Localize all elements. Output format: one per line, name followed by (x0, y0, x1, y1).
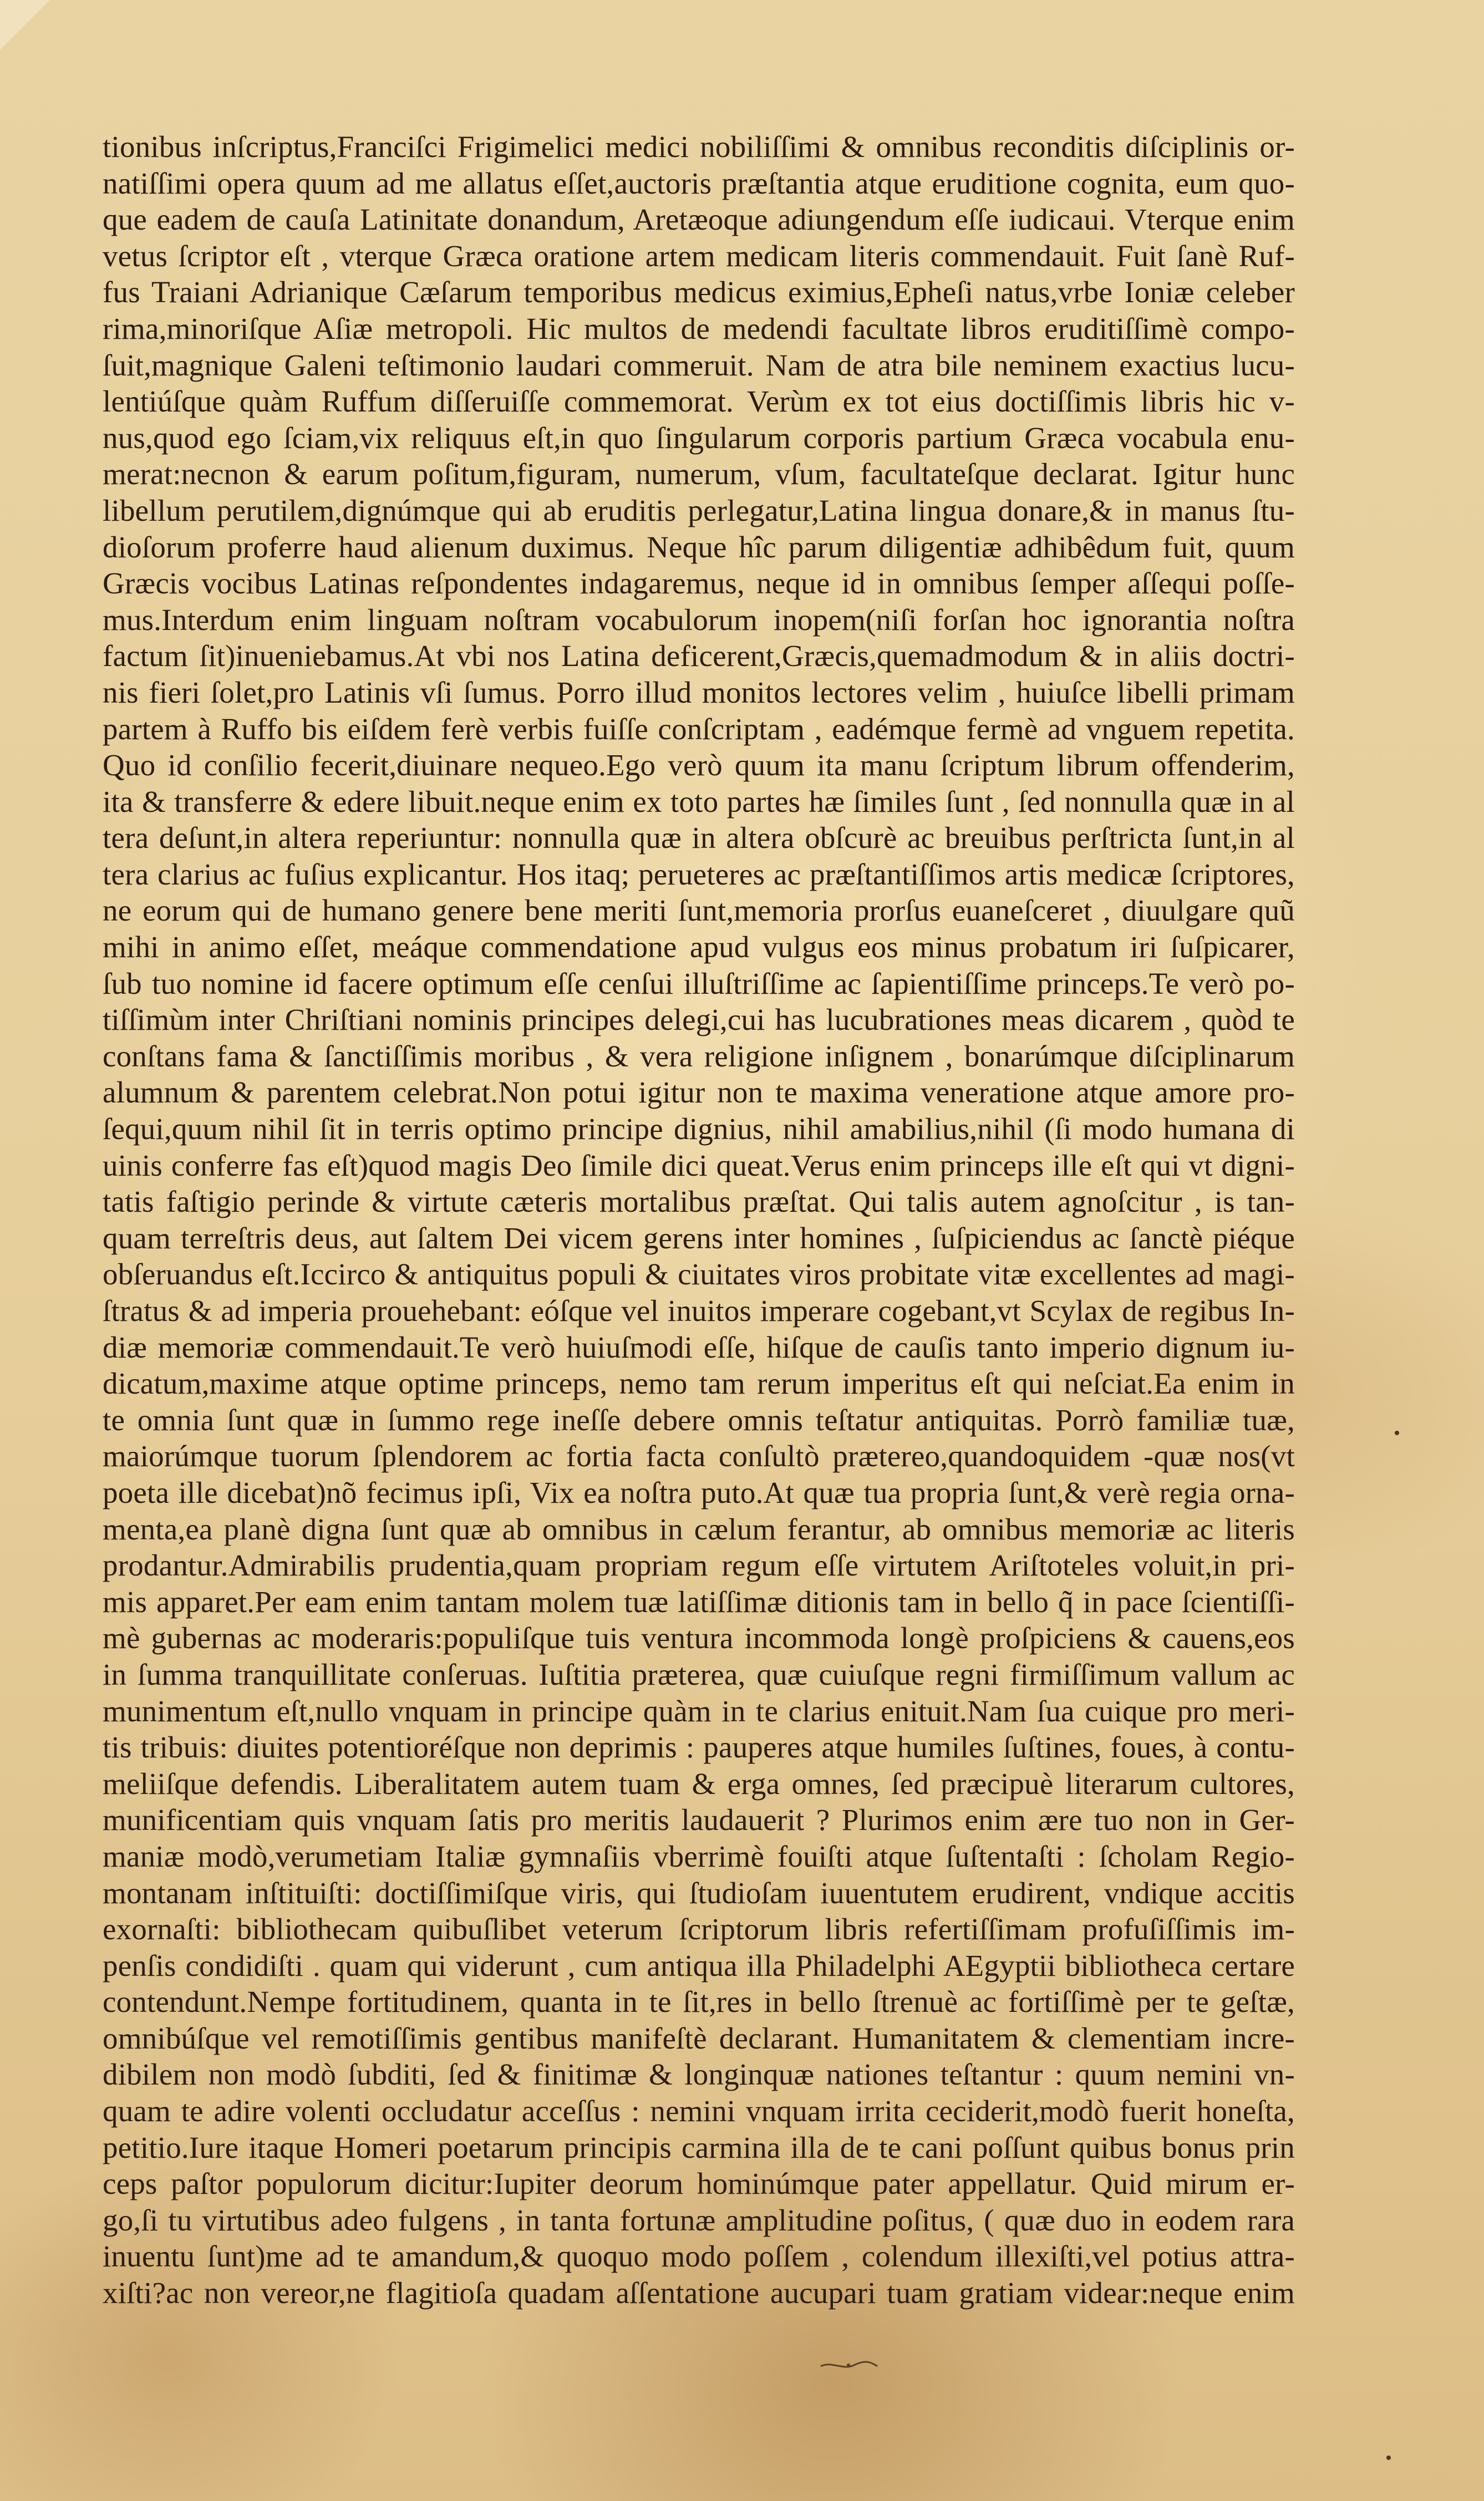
margin-mark (1395, 1431, 1399, 1435)
text-line: te omnia ſunt quæ in ſummo rege ineſſe debere omnis teſtatur antiquitas. Porrò familiæ tuæ, (103, 1402, 1295, 1437)
text-line: munificentiam quis vnquam ſatis pro meritis laudauerit ? Plurimos enim ære tuo non in Ger- (103, 1803, 1295, 1837)
text-line: ſequi,quum nihil ſit in terris optimo principe dignius, nihil amabilius,nihil (ſi modo humana di (103, 1112, 1295, 1146)
text-line: quam te adire volenti occludatur acceſſus : nemini vnquam irrita ceciderit,modò fuerit honeſta, (103, 2094, 1295, 2128)
text-line: tera clarius ac fuſius explicantur. Hos itaq; perueteres ac præſtantiſſimos artis medicæ ſcriptores, (103, 857, 1295, 891)
text-line: libellum perutilem,dignúmque qui ab eruditis perlegatur,Latina lingua donare,& in manus ſtu- (103, 493, 1295, 527)
text-line: tionibus inſcriptus,Franciſci Frigimelici medici nobiliſſimi & omnibus reconditis diſciplinis or- (103, 130, 1295, 164)
text-line: dibilem non modò ſubditi, ſed & finitimæ & longinquæ nationes teſtantur : quum nemini vn- (103, 2057, 1295, 2092)
text-line: mihi in animo eſſet, meáque commendatione apud vulgus eos minus probatum iri ſuſpicarer, (103, 930, 1295, 964)
text-line: maiorúmque tuorum ſplendorem ac fortia facta conſultò prætereo,quandoquidem -quæ nos(vt (103, 1439, 1295, 1473)
text-line: contendunt.Nempe fortitudinem, quanta in te ſit,res in bello ſtrenuè ac fortiſſimè per te geſtæ, (103, 1985, 1295, 2019)
printer-ornament-mark (815, 2354, 882, 2376)
text-line: Quo id conſilio fecerit,diuinare nequeo.Ego verò quum ita manu ſcriptum librum offenderim, (103, 748, 1295, 782)
text-line: mis apparet.Per eam enim tantam molem tuæ latiſſimæ ditionis tam in bello q̃ in pace ſcientiſſi- (103, 1584, 1295, 1619)
text-line: rima,minoriſque Aſiæ metropoli. Hic multos de medendi facultate libros eruditiſſimè compo- (103, 311, 1295, 345)
text-line: lentiúſque quàm Ruffum diſſeruiſſe commemorat. Verùm ex tot eius doctiſſimis libris hic v- (103, 384, 1295, 419)
page-corner-fold (0, 0, 50, 50)
text-line: omnibúſque vel remotiſſimis gentibus manifeſtè declarant. Humanitatem & clementiam incre- (103, 2021, 1295, 2055)
text-line: meliiſque defendis. Liberalitatem autem tuam & erga omnes, ſed præcipuè literarum cultores, (103, 1766, 1295, 1801)
text-line: factum ſit)inueniebamus.At vbi nos Latina deficerent,Græcis,quemadmodum & in aliis doctri- (103, 639, 1295, 673)
text-line: tis tribuis: diuites potentioréſque non deprimis : pauperes atque humiles ſuſtines, foues, à contu- (103, 1730, 1295, 1765)
text-line: nus,quod ego ſciam,vix reliquus eſt,in quo ſingularum corporis partium Græca vocabula enu- (103, 420, 1295, 455)
text-line: mus.Interdum enim linguam noſtram vocabulorum inopem(niſi forſan hoc ignorantia noſtra (103, 602, 1295, 637)
text-line: maniæ modò,verumetiam Italiæ gymnaſiis vberrimè fouiſti atque ſuſtentaſti : ſcholam Regio- (103, 1839, 1295, 1873)
text-line: mè gubernas ac moderaris:populiſque tuis ventura incommoda longè proſpiciens & cauens,eos (103, 1621, 1295, 1655)
text-line: fus Traiani Adrianique Cæſarum temporibus medicus eximius,Epheſi natus,vrbe Ioniæ celeber (103, 275, 1295, 309)
text-line: merat:necnon & earum poſitum,figuram, numerum, vſum, facultateſque declarat. Igitur hunc (103, 457, 1295, 491)
text-line: ſuit,magnique Galeni teſtimonio laudari commeruit. Nam de atra bile neminem exactius lucu- (103, 348, 1295, 382)
text-line: que eadem de cauſa Latinitate donandum, Aretæoque adiungendum eſſe iudicaui. Vterque enim (103, 202, 1295, 237)
text-line: obſeruandus eſt.Iccirco & antiquitus populi & ciuitates viros probitate vitæ excellentes ad magi- (103, 1257, 1295, 1292)
text-line: ſtratus & ad imperia prouehebant: eóſque vel inuitos imperare cogebant,vt Scylax de regibus In- (103, 1294, 1295, 1328)
text-line: vetus ſcriptor eſt , vterque Græca oratione artem medicam literis commendauit. Fuit ſanè Ruf- (103, 238, 1295, 273)
text-line: ne eorum qui de humano genere bene meriti ſunt,memoria prorſus euaneſceret , diuulgare quũ (103, 893, 1295, 928)
text-line: nis fieri ſolet,pro Latinis vſi ſumus. Porro illud monitos lectores velim , huiuſce libelli primam (103, 675, 1295, 709)
text-line: penſis condidiſti . quam qui viderunt , cum antiqua illa Philadelphi AEgyptii bibliotheca certare (103, 1948, 1295, 1982)
text-line: munimentum eſt,nullo vnquam in principe quàm in te clarius enituit.Nam ſua cuique pro meri- (103, 1694, 1295, 1728)
text-line: ita & transferre & edere libuit.neque enim ex toto partes hæ ſimiles ſunt , ſed nonnulla quæ in al (103, 784, 1295, 819)
text-line: menta,ea planè digna ſunt quæ ab omnibus in cælum ferantur, ab omnibus memoriæ ac literis (103, 1512, 1295, 1546)
text-line: ceps paſtor populorum dicitur:Iupiter deorum hominúmque pater appellatur. Quid mirum er- (103, 2167, 1295, 2201)
text-line: poeta ille dicebat)nõ fecimus ipſi, Vix ea noſtra puto.At quæ tua propria ſunt,& verè regia orna- (103, 1475, 1295, 1509)
text-line: natiſſimi opera quum ad me allatus eſſet,auctoris præſtantia atque eruditione cognita, eum quo- (103, 166, 1295, 200)
text-line: quam terreſtris deus, aut ſaltem Dei vicem gerens inter homines , ſuſpiciendus ac ſanctè piéque (103, 1221, 1295, 1255)
text-line: tera deſunt,in altera reperiuntur: nonnulla quæ in altera obſcurè ac breuibus perſtricta ſunt,in al (103, 821, 1295, 855)
text-line: tatis faſtigio perinde & virtute cæteris mortalibus præſtat. Qui talis autem agnoſcitur , is tan- (103, 1185, 1295, 1219)
text-line: conſtans fama & ſanctiſſimis moribus , & vera religione inſignem , bonarúmque diſciplinarum (103, 1039, 1295, 1073)
text-line: in ſumma tranquillitate conſeruas. Iuſtitia præterea, quæ cuiuſque regni firmiſſimum vallum ac (103, 1657, 1295, 1691)
text-line: uinis conferre fas eſt)quod magis Deo ſimile dici queat.Verus enim princeps ille eſt qui vt digni- (103, 1148, 1295, 1182)
text-line: xiſti?ac non vereor,ne flagitioſa quadam aſſentatione aucupari tuam gratiam videar:neque enim (103, 2276, 1295, 2310)
text-line: diæ memoriæ commendauit.Te verò huiuſmodi eſſe, hiſque de cauſis tanto imperio dignum iu- (103, 1330, 1295, 1364)
text-line: go,ſi tu virtutibus adeo fulgens , in tanta fortunæ amplitudine poſitus, ( quæ duo in eodem rara (103, 2203, 1295, 2237)
text-line: Græcis vocibus Latinas reſpondentes indagaremus, neque id in omnibus ſemper aſſequi poſſe- (103, 566, 1295, 601)
margin-mark (1386, 2456, 1391, 2460)
text-line: dicatum,maxime atque optime princeps, nemo tam rerum imperitus eſt qui neſciat.Ea enim in (103, 1366, 1295, 1401)
text-line: ſub tuo nomine id facere optimum eſſe cenſui illuſtriſſime ac ſapientiſſime princeps.Te verò po- (103, 966, 1295, 1000)
text-line: prodantur.Admirabilis prudentia,quam propriam regum eſſe virtutem Ariſtoteles voluit,in pri- (103, 1548, 1295, 1583)
text-line: dioſorum proferre haud alienum duximus. Neque hîc parum diligentiæ adhibêdum fuit, quum (103, 530, 1295, 564)
text-line: montanam inſtituiſti: doctiſſimiſque viris, qui ſtudioſam iuuentutem erudirent, vndique accitis (103, 1875, 1295, 1910)
text-line: petitio.Iure itaque Homeri poetarum principis carmina illa de te cani poſſunt quibus bonus prin (103, 2130, 1295, 2164)
latin-text-body (103, 129, 1295, 2311)
text-line: exornaſti: bibliothecam quibuſlibet veterum ſcriptorum libris refertiſſimam profuſiſſimis im- (103, 1912, 1295, 1946)
text-line: alumnum & parentem celebrat.Non potui igitur non te maxima veneratione atque amore pro- (103, 1075, 1295, 1110)
text-line: partem à Ruffo bis eiſdem ferè verbis fuiſſe conſcriptam , eadémque fermè ad vnguem repetita. (103, 711, 1295, 746)
text-line: inuentu ſunt)me ad te amandum,& quoquo modo poſſem , colendum illexiſti,vel potius attra- (103, 2239, 1295, 2274)
text-line: tiſſimùm inter Chriſtiani nominis principes delegi,cui has lucubrationes meas dicarem , quòd te (103, 1003, 1295, 1037)
